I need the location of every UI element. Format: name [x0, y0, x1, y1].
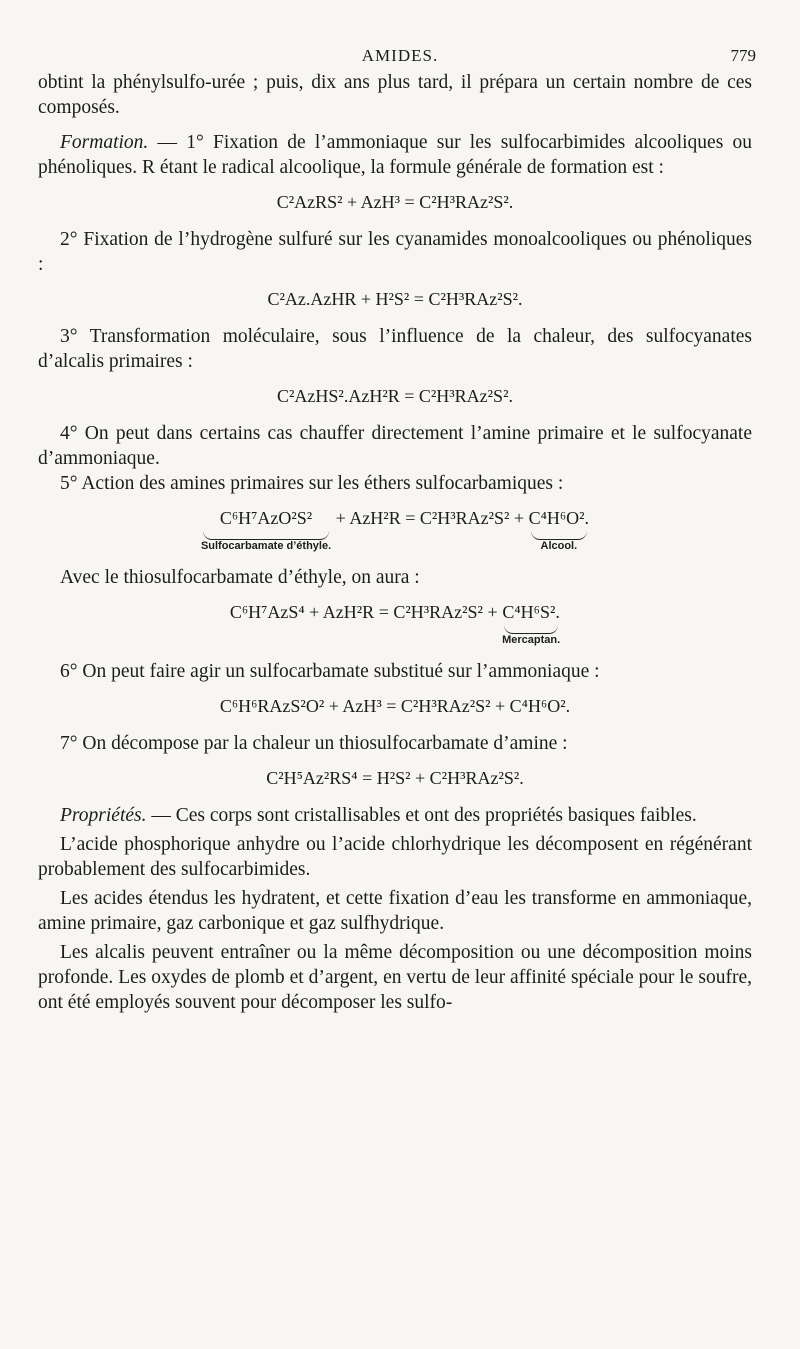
formula-thio-product: C⁴H⁶S².: [502, 602, 560, 622]
formula-5-product: C⁴H⁶O².: [528, 508, 590, 528]
formula-2: C²Az.AzHR + H²S² = C²H³RAz²S².: [267, 289, 523, 309]
formula-1: C²AzRS² + AzH³ = C²H³RAz²S².: [276, 192, 514, 212]
underbrace: [531, 531, 587, 540]
formula-5-product-group: [529, 506, 589, 553]
running-title: AMIDES.: [361, 46, 439, 65]
product-annotation: Mercaptan.: [502, 634, 561, 646]
proprietes-paragraph-2: L’acide phosphorique anhydre ou l’acide chlorhydrique les décomposent en régénérant probablement des sulfocarbimides.: [38, 834, 752, 880]
formula-3: C²AzHS².AzH²R = C²H³RAz²S².: [277, 386, 513, 406]
formula-thio: [38, 600, 752, 647]
reactant-annotation: Sulfocarbamate d’éthyle.: [200, 540, 332, 552]
formula-5-reactant-group: [201, 506, 331, 553]
proprietes-text: — Ces corps sont cristallisables et ont des propriétés basiques faibles.: [151, 805, 697, 826]
formula-5-reactant: C⁶H⁷AzO²S²: [219, 508, 313, 528]
proprietes-paragraph-3: Les acides étendus les hydratent, et cette fixation d’eau les transforme en ammoniaque, amine primaire, gaz carbonique et gaz sulfhydrique.: [38, 888, 752, 934]
underbrace: [203, 531, 329, 540]
product-annotation: Alcool.: [540, 540, 578, 552]
formation-item5: 5° Action des amines primaires sur les éthers sulfocarbamiques :: [60, 473, 564, 494]
page-body: [38, 70, 752, 1015]
formation-item4: 4° On peut dans certains cas chauffer directement l’amine primaire et le sulfocyanate d’ammoniaque.: [38, 423, 752, 469]
formula-thio-main: C⁶H⁷AzS⁴ + AzH²R = C²H³RAz²S² +: [229, 602, 503, 622]
formation-item2: 2° Fixation de l’hydrogène sulfuré sur les cyanamides monoalcooliques ou phénoliques :: [38, 229, 752, 275]
page-number: 779: [730, 46, 756, 65]
intro-paragraph: obtint la phénylsulfo-urée ; puis, dix ans plus tard, il prépara un certain nombre de ces composés.: [38, 72, 752, 118]
formula-7: C²H⁵Az²RS⁴ = H²S² + C²H³RAz²S².: [266, 768, 524, 788]
formation-item7: 7° On décompose par la chaleur un thiosulfocarbamate d’amine :: [60, 733, 568, 754]
formula-thio-product-group: [502, 600, 560, 647]
formula-5: [38, 506, 752, 553]
formation-heading: Formation.: [60, 132, 149, 153]
formula-5-rest: + AzH²R = C²H³RAz²S² +: [331, 508, 529, 528]
thio-paragraph: Avec le thiosulfocarbamate d’éthyle, on aura :: [60, 567, 420, 588]
proprietes-paragraph-4: Les alcalis peuvent entraîner ou la même décomposition ou une décomposition moins profonde. Les oxydes de plomb et d’argent, en vertu de leur affinité spéciale pour le soufre, ont été employés souvent pour décomposer les sulfo-: [38, 942, 752, 1013]
formation-paragraph: [38, 130, 752, 180]
formation-item6: 6° On peut faire agir un sulfocarbamate substitué sur l’ammoniaque :: [60, 661, 600, 682]
page-header: [0, 46, 800, 70]
proprietes-heading: Propriétés.: [60, 805, 147, 826]
formula-6: C⁶H⁶RAzS²O² + AzH³ = C²H³RAz²S² + C⁴H⁶O².: [219, 696, 571, 716]
formation-item3: 3° Transformation moléculaire, sous l’influence de la chaleur, des sulfocyanates d’alcalis primaires :: [38, 326, 752, 372]
proprietes-paragraph: [38, 803, 752, 828]
underbrace: [504, 625, 558, 634]
formation-item1-text: — 1° Fixation de l’ammoniaque sur les sulfocarbimides alcooliques ou phénoliques. R étant le radical alcoolique, la formule générale de formation est :: [38, 132, 753, 178]
